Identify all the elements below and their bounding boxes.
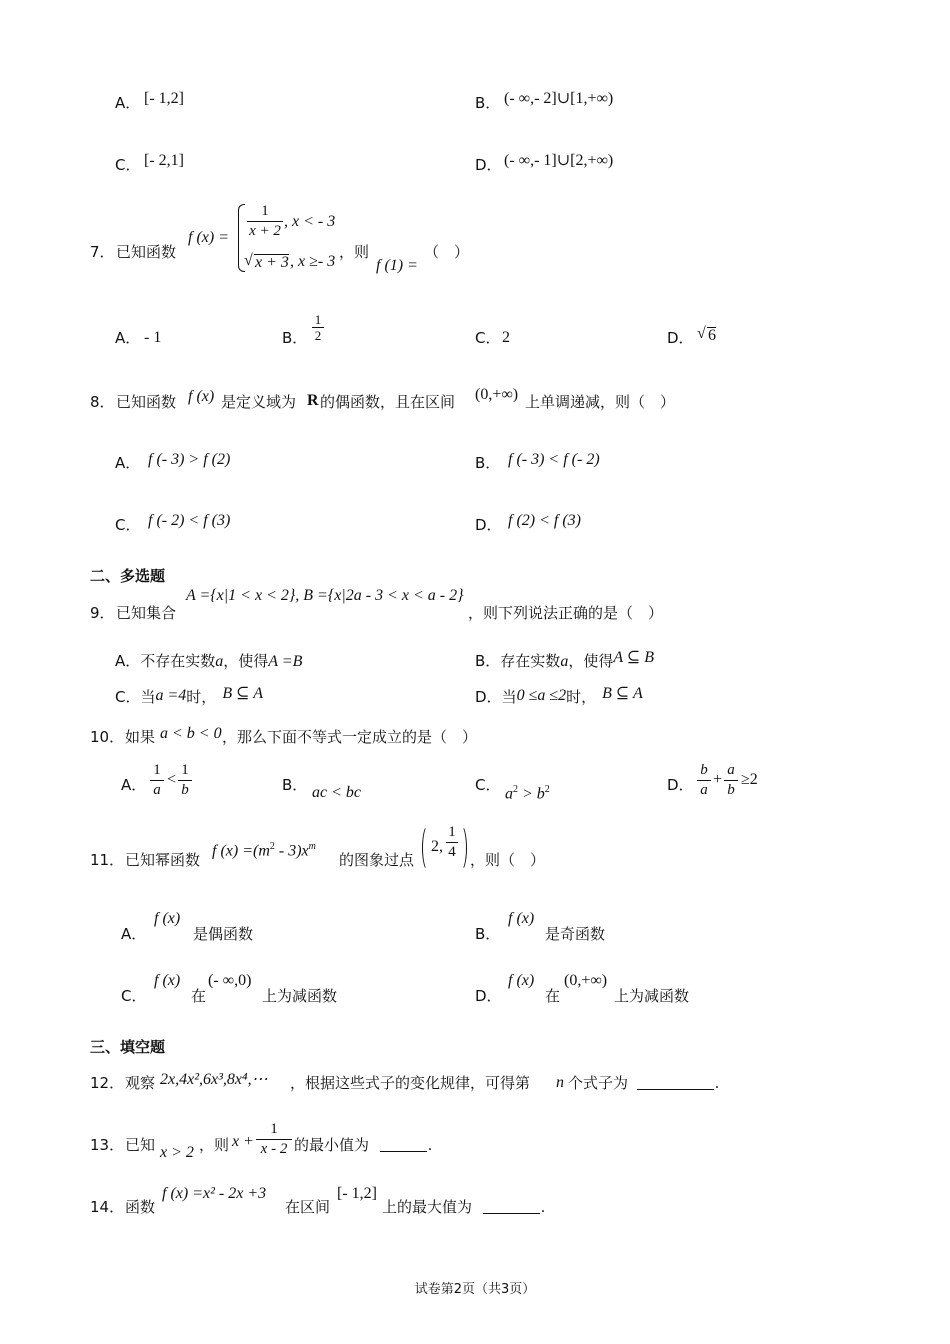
q7-case2-condition: , x ≥- 3	[290, 253, 336, 270]
q10-option-d-frac1-numerator: b	[700, 762, 708, 778]
q11-option-c-text: 上为减函数	[262, 987, 338, 1005]
q7-option-b-label: B．	[282, 329, 308, 347]
q12-sequence: 2x,4x²,6x³,8x⁴,⋯	[160, 1071, 268, 1088]
q11-option-c-in: 在	[191, 987, 207, 1005]
q11-point-numerator: 1	[448, 824, 456, 840]
q10-option-c-base-a: a	[505, 785, 513, 803]
q9-option-b-text1: 存在实数	[500, 652, 561, 670]
q10-option-a-frac2	[178, 763, 192, 798]
q12-mid: ，根据这些式子的变化规律，可得第	[290, 1074, 531, 1092]
q12-answer-blank[interactable]	[637, 1089, 714, 1090]
q10-option-a-frac2-denominator: b	[181, 782, 189, 798]
q10-option-d-frac2	[724, 763, 738, 798]
q10-option-b-label: B．	[282, 776, 308, 794]
q8-fx: f (x)	[188, 388, 215, 405]
q13-tail: 的最小值为	[294, 1136, 370, 1154]
q9-sets: A ={x|1 < x < 2}, B ={x|2a - 3 < x < a - 2}	[186, 587, 464, 604]
q12-number: 12．	[90, 1074, 125, 1092]
q13-answer-blank[interactable]	[380, 1151, 427, 1152]
q8-lead: 已知函数	[116, 393, 177, 411]
q10-option-d-operator: +	[713, 771, 723, 788]
q13-expr-x: x +	[232, 1133, 254, 1150]
q8-option-a-text: f (- 3) > f (2)	[148, 451, 231, 468]
q7-ask: f (1) =	[376, 257, 418, 274]
q10-option-d-frac1-denominator: a	[700, 782, 708, 798]
page-footer: 试卷第2页（共3页）	[414, 1282, 536, 1297]
q13-period: .	[428, 1137, 432, 1154]
q7-case1-numerator: 1	[261, 203, 269, 219]
q13-numerator: 1	[270, 1121, 278, 1137]
section-multi-choice-heading: 二、多选题	[90, 567, 166, 585]
q9-option-a-math2: A =B	[268, 653, 303, 670]
q7-option-a-text: - 1	[144, 329, 162, 346]
q6-option-a-text: [- 1,2]	[144, 90, 184, 107]
q9-tail: ，则下列说法正确的是（ ）	[468, 604, 664, 622]
q7-tail: ，则	[339, 243, 370, 261]
q10-option-d-tail: ≥2	[741, 771, 758, 788]
q10-option-d-label: D．	[667, 776, 694, 794]
q7-option-b-fraction	[312, 313, 324, 342]
q14-function: f (x) =x² - 2x +3	[162, 1185, 267, 1202]
q8-option-c-label: C．	[115, 516, 141, 534]
q12-lead: 观察	[125, 1074, 156, 1092]
q7-option-b-denominator: 2	[314, 328, 322, 343]
q13-lead: 已知	[125, 1136, 156, 1154]
q7-lead: 已知函数	[116, 243, 177, 261]
q8-tail: 上单调递减，则（ ）	[525, 393, 676, 411]
q14-tail: 上的最大值为	[382, 1198, 473, 1216]
q9-option-c-label: C．	[115, 688, 141, 706]
q11-number: 11．	[90, 851, 125, 869]
q7-option-c-label: C．	[475, 329, 501, 347]
q10-lead: 如果	[125, 728, 156, 746]
q11-point-x: 2,	[431, 838, 443, 855]
q7-case1-fraction	[247, 204, 283, 239]
q6-option-d-label: D．	[475, 156, 502, 174]
q14-answer-blank[interactable]	[483, 1213, 540, 1214]
q9-option-a-label: A．	[115, 652, 141, 670]
q7-option-c-text: 2	[502, 329, 510, 346]
q14-mid: 在区间	[285, 1198, 331, 1216]
q9-option-b-math2: A ⊆ B	[613, 649, 654, 666]
q14-number: 14．	[90, 1198, 125, 1216]
q11-option-b-label: B．	[475, 925, 501, 943]
q11-option-d-interval: (0,+∞)	[564, 972, 608, 989]
q7-option-d-radicand: 6	[708, 327, 716, 344]
q10-option-a-frac1	[150, 763, 164, 798]
q11-option-d-in: 在	[545, 987, 561, 1005]
q8-option-b-label: B．	[475, 454, 501, 472]
q10-option-a-frac2-numerator: 1	[181, 762, 189, 778]
q14-interval: [- 1,2]	[337, 1185, 377, 1202]
q8-interval: (0,+∞)	[475, 386, 519, 403]
q9-option-a	[115, 654, 302, 670]
q8-option-d-text: f (2) < f (3)	[508, 512, 581, 529]
q11-option-a-fx: f (x)	[154, 910, 181, 927]
q12-period: .	[715, 1075, 719, 1092]
q7-number: 7．	[90, 243, 115, 261]
q8-number: 8．	[90, 393, 115, 411]
q8-mid2: 的偶函数，且在区间	[320, 393, 456, 411]
q10-condition: a < b < 0	[160, 725, 222, 742]
q11-option-c-interval: (- ∞,0)	[208, 972, 252, 989]
q13-fraction	[256, 1122, 292, 1157]
q9-option-c-math1: a =4	[155, 687, 187, 704]
q7-case2-radical-sign: √	[244, 252, 253, 269]
q14-period: .	[541, 1199, 545, 1216]
q9-option-b	[475, 649, 654, 670]
q11-option-c-fx: f (x)	[154, 972, 181, 989]
q11-fx-part2: - 3)x	[274, 842, 309, 860]
q8-mid1: 是定义域为	[221, 393, 297, 411]
section-fill-in-heading: 三、填空题	[90, 1038, 166, 1056]
q11-option-d-text: 上为减函数	[614, 987, 690, 1005]
q7-answer-paren: （ ）	[424, 243, 470, 261]
q11-lead: 已知幂函数	[125, 851, 201, 869]
q11-mid: 的图象过点	[339, 851, 415, 869]
q8-real-set: R	[307, 392, 319, 409]
q6-option-c-text: [- 2,1]	[144, 152, 184, 169]
q9-option-a-text2: ，使得	[223, 652, 269, 670]
q10-number: 10．	[90, 728, 125, 746]
q11-option-d-label: D．	[475, 987, 502, 1005]
q7-case1-denominator: x + 2	[249, 223, 281, 239]
q8-option-a-label: A．	[115, 454, 141, 472]
q6-option-a-label: A．	[115, 94, 141, 112]
q10-option-d-frac2-numerator: a	[727, 762, 735, 778]
q10-option-a-operator: <	[167, 771, 177, 788]
q11-point-right-paren	[455, 825, 467, 871]
q9-option-d	[475, 685, 643, 706]
q13-number: 13．	[90, 1136, 125, 1154]
q12-tail: 个式子为	[568, 1074, 629, 1092]
q6-option-b-text: (- ∞,- 2]∪[1,+∞)	[504, 90, 614, 107]
q8-option-d-label: D．	[475, 516, 502, 534]
q9-option-d-math1: 0 ≤a ≤2	[516, 687, 567, 704]
q12-n: n	[556, 1074, 564, 1091]
q9-option-d-text1: 当	[501, 688, 517, 706]
q9-option-b-math1: a	[560, 653, 569, 670]
q7-option-a-label: A．	[115, 329, 141, 347]
q11-function-expression: f $(x) =(m^2 - 3)x^m$	[212, 841, 316, 860]
q9-number: 9．	[90, 604, 115, 622]
q9-option-d-text2: 时，	[566, 688, 597, 706]
q7-option-b-numerator: 1	[314, 312, 322, 327]
q11-option-a-label: A．	[121, 925, 147, 943]
q13-condition: x > 2	[160, 1144, 194, 1161]
q10-option-c-label: C．	[475, 776, 501, 794]
q10-option-a-frac1-denominator: a	[153, 782, 161, 798]
q9-option-c-text2: 时，	[186, 688, 217, 706]
q11-option-b-fx: f (x)	[508, 910, 535, 927]
q6-option-c-label: C．	[115, 156, 141, 174]
q9-option-b-label: B．	[475, 652, 501, 670]
q10-option-d-frac1	[697, 763, 711, 798]
q9-option-c-text1: 当	[140, 688, 156, 706]
q7-case2-radicand: x + 3	[255, 254, 289, 271]
q11-option-d-fx: f (x)	[508, 972, 535, 989]
q9-option-c	[115, 685, 263, 706]
q7-option-d-label: D．	[667, 329, 694, 347]
q6-option-b-label: B．	[475, 94, 501, 112]
q13-mid: ，则	[199, 1136, 230, 1154]
q10-option-c-expr: $a^2 > b^2$	[505, 784, 550, 803]
q11-option-a-text: 是偶函数	[193, 925, 254, 943]
q11-point-denominator: 4	[448, 844, 456, 860]
q9-option-c-math2: B ⊆ A	[222, 685, 263, 702]
q9-option-a-text1: 不存在实数	[140, 652, 216, 670]
q7-case1-condition: , x < - 3	[284, 213, 336, 230]
q9-option-d-math2: B ⊆ A	[602, 685, 643, 702]
q8-option-b-text: f (- 3) < f (- 2)	[508, 451, 600, 468]
q10-option-a-label: A．	[121, 776, 147, 794]
q10-option-c-base-b: > b	[518, 785, 545, 803]
q10-option-a-frac1-numerator: 1	[153, 762, 161, 778]
q10-tail: ，那么下面不等式一定成立的是（ ）	[222, 728, 478, 746]
q14-lead: 函数	[125, 1198, 156, 1216]
q11-option-b-text: 是奇函数	[545, 925, 606, 943]
q13-denominator: x - 2	[260, 1141, 288, 1157]
q10-option-b-text: ac < bc	[312, 784, 361, 801]
q11-fx-part1: f (x) =(m	[212, 842, 270, 860]
q10-option-d-frac2-denominator: b	[727, 782, 735, 798]
q11-tail: ，则（ ）	[470, 851, 546, 869]
q9-option-d-label: D．	[475, 688, 502, 706]
q8-option-c-text: f (- 2) < f (3)	[148, 512, 231, 529]
q9-lead: 已知集合	[116, 604, 177, 622]
q11-fx-exponent: m	[308, 841, 316, 852]
q9-option-a-math1: a	[215, 653, 224, 670]
q9-option-b-text2: ，使得	[568, 652, 614, 670]
q7-option-d-radical-sign: √	[697, 325, 706, 342]
q11-option-c-label: C．	[121, 987, 147, 1005]
q6-option-d-text: (- ∞,- 1]∪[2,+∞)	[504, 152, 614, 169]
q7-fx: f (x) =	[188, 229, 229, 246]
